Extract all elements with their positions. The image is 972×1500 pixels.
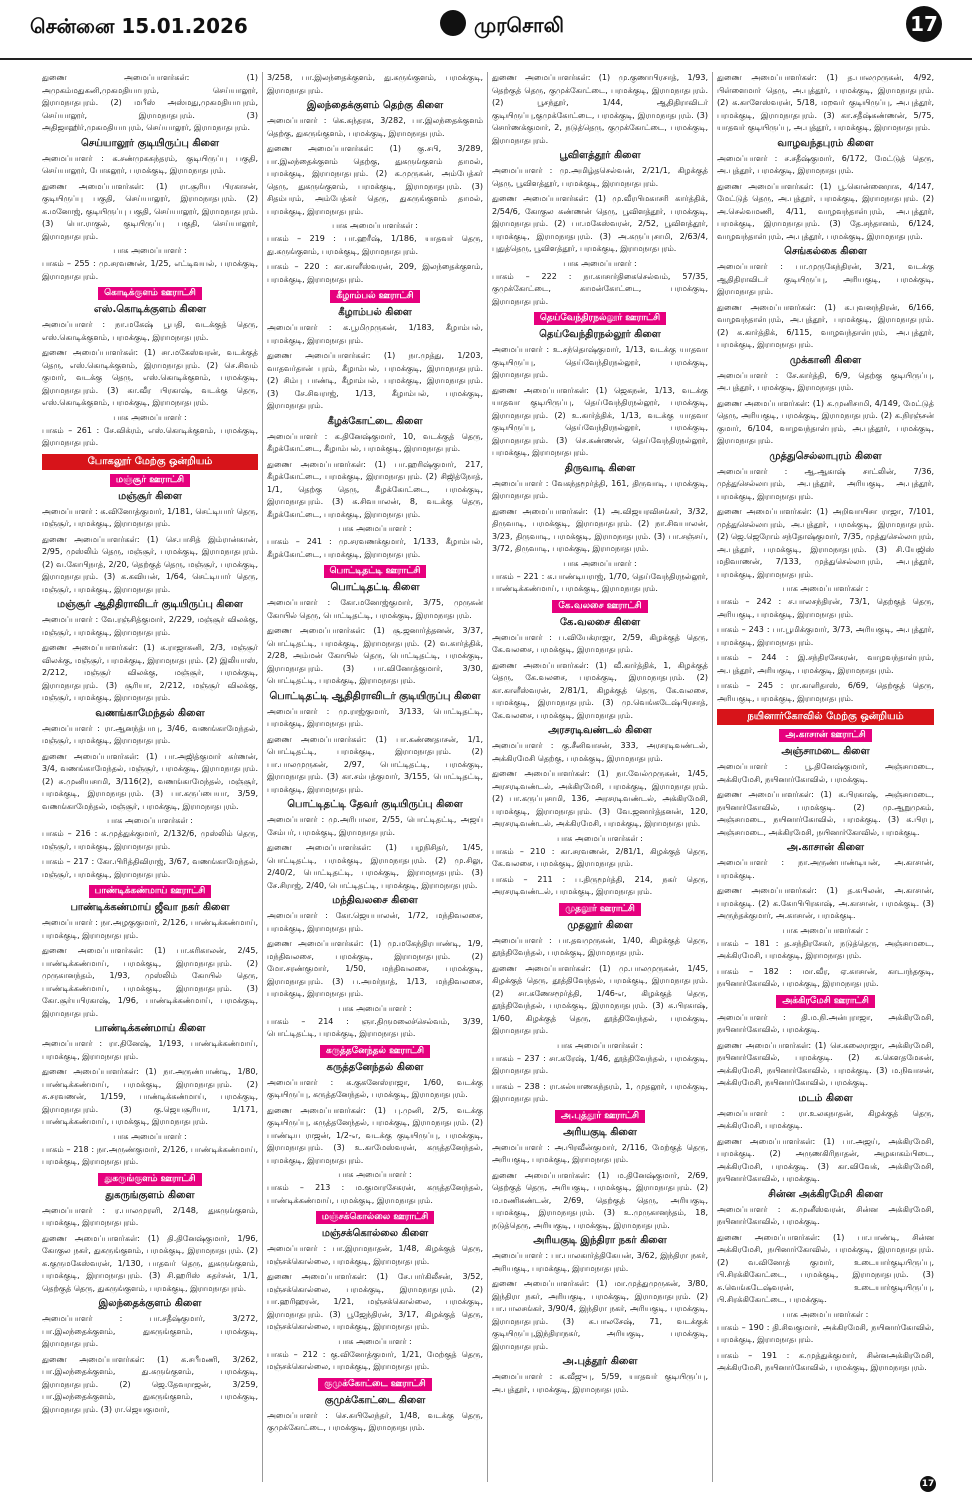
text-block: பாகம் – 261 : சே.விக்ரம், எஸ்.கொடிக்குளம், பரமக்குடி, இராமநாதபுரம்.	[42, 425, 258, 447]
text-block: துணை அமைப்பாளர்கள்: (1) அ.விஜயரவிசங்கர், 3/32, திருவாடி, பரமக்குடி, இராமநாதபுரம். (2) நா.சிவபாலன், 3/23, திருவாடி, பரமக்குடி, இராமநாதபுரம். (3) பா.சஞ்சய், 3/72, திருவாடி, பரமக்குடி, இராமநாதபுரம்.	[492, 506, 708, 553]
text-block: துணை அமைப்பாளர்கள்: (1) ரா.சூரிய பிரகாசன், குடியிருப்பு பகுதி, செய்யாலூர், இராமநாதபுரம். (2) க.மனோஜ், குடியிருப்பு பகுதி, செய்யாலூர், இராமநாதபுரம். (3) பொ.ராகுல், குடியிருப்பு பகுதி, செய்யாலூர், இராமநாதபுரம்.	[42, 181, 258, 241]
text-block: அமைப்பாளர் : செ.சுயிலேந்தர், 1/48, வடக்கு தெரு, குமுக்கோட்டை, பரமக்குடி, இராமநாதபுரம்.	[267, 1410, 483, 1432]
branch-heading: பாண்டிக்கண்மாய் ஜீவா நகர் கிளை	[70, 902, 230, 913]
text-block: அமைப்பாளர் : ப.வியேக்ராஜா, 2/59, கிழக்குத் தெரு, கே.வலசை, பரமக்குடி, இராமநாதபுரம்.	[492, 632, 708, 654]
text-block: அமைப்பாளர் : தி.ம.நி.அன்புராஜா, அக்கிரமேசி, நயினார்கோவில், பரமக்குடி.	[717, 1012, 934, 1034]
text-block: பாகம் – 213 : ம.குமாரசேகரன், கருத்தனேந்தல், பாண்டிக்கண்மாய், பரமக்குடி, இராமநாதபுரம்.	[267, 1183, 483, 1205]
text-block: துணை அமைப்பாளர்கள்: (1) மு.பாலமுருகன், 1/45, கிழக்குத் தெரு, தூத்திவேந்தல், பரமக்குடி, இராமநாதபுரம். (2) சா.கணேசமூர்த்தி, 1/46-எ, கிழக்குத் தெரு, தூத்திவேந்தல், பரமக்குடி, இராமநாதபுரம். (3) க.பிரகாஷ், 1/60, கிழக்குத் தெரு, தூத்திவேந்தல், பரமக்குடி, இராமநாதபுரம்.	[492, 963, 708, 1035]
text-block: பாகம் – 212 : கு.வினோத்குமார், 1/21, மேற்குத் தெரு, மஞ்சக்கொல்லை, பரமக்குடி, இராமநாதபுரம்.	[267, 1349, 483, 1371]
text-block: அமைப்பாளர் : க.குகனேஸ்ராஜா, 1/60, வடக்கு குடியிருப்பு, கருத்தனேந்தல், பரமக்குடி, இராமநாதபுரம்.	[267, 1077, 483, 1099]
text-block: பாகம் – 241 : மு.சரவணக்குமார், 1/133, கீழாம்பல், கீழக்கோட்டை, பரமக்குடி, இராமநாதபுரம்.	[267, 537, 483, 559]
edition-date: சென்னை 15.01.2026	[30, 14, 248, 38]
footer-page-number: 17	[920, 1476, 936, 1492]
branch-heading: மடம் கிளை	[798, 1092, 853, 1104]
branch-heading: அஞ்சாமடை கிளை	[781, 746, 870, 757]
text-block: துணை அமைப்பாளர்கள்: (1) மு.வீரபிமகாசரி கார்த்திக், 2/54/6, கோகுல கண்ணன் தெரு, பூவிளத்தூர், பரமக்குடி, இராமநாதபுரம். (2) பா.மகேஸ்வரன், 2/52, பூவிளத்தூர், பரமக்குடி, இராமநாதபுரம். (3) அ.கருப்புசாமி, 2/63/4, புதுத்தெரு, பூவிளத்தூர், பரமக்குடி, இராமநாதபுரம்.	[492, 194, 708, 253]
branch-heading: குமுக்கோட்டை கிளை	[324, 1394, 426, 1406]
branch-heading: சின்ன அக்கிரமேசி கிளை	[768, 1188, 883, 1200]
text-block: துணை அமைப்பாளர்கள்: (1) த.பாலமுருகன், 4/92, பிள்ளைமார் தெரு, அ.புத்தூர், பரமக்குடி, இராமநாதபுரம். (2) க.காளேஸ்வரன், 5/18, மறவர் குடியிருப்பு, அ.புத்தூர், பரமக்குடி, இராமநாதபுரம். (3) கா.சதீஷ்கண்ணன், 5/75, யாதவர் குடியிருப்பு, அ.புத்தூர், பரமக்குடி, இராமநாதபுரம்.	[717, 73, 934, 132]
text-block: அமைப்பாளர் : பா.பாலகார்த்திகேயன், 3/62, இந்திரா நகர், அரியகுடி, பரமக்குடி, இராமநாதபுரம்.	[492, 1251, 708, 1273]
branch-heading: வணங்காமேந்தல் கிளை	[95, 707, 205, 719]
text-block: அமைப்பாளர் : பா.முருகேந்திரன், 3/21, வடக்கு ஆதிதிராவிடர் குடியிருப்பு, அரியகுடி, பரமக்குடி, இராமநாதபுரம்.	[717, 262, 934, 296]
section-label: பாக அமைப்பாளர் :	[113, 1131, 187, 1141]
text-block: அமைப்பாளர் : க.பூமிமுருகன், 1/183, கீழாம்பல், பரமக்குடி, இராமநாதபுரம்.	[267, 323, 483, 345]
section-label: பாக அமைப்பாளர்கள் :	[557, 833, 643, 843]
text-block: அமைப்பாளர் : சே.கார்த்தி, 6/9, தெற்கு குடியிருப்பு, அ.புத்தூர், பரமக்குடி, இராமநாதபுரம்.	[717, 370, 934, 392]
text-block: பாகம் – 222 : நா.காசார்திகைசெல்வம், 57/35, குமுக்கோட்டை, காமன்கோட்டை, பரமக்குடி, இராமநாதபுரம்.	[492, 271, 708, 306]
text-block: துணை அமைப்பாளர்கள்: (1) பா.கரிகாலன், 2/45, பாண்டிக்கண்மாய், பரமக்குடி, இராமநாதபுரம். (2) முருகானந்தம், 1/93, முஸ்லிம் கோயில் தெரு, பாண்டிக்கண்மாய், பரமக்குடி, இராமநாதபுரம். (3) கோ.சூர்யபிரகாஷ், 1/96, பாண்டிக்கண்மாய், பரமக்குடி, இராமநாதபுரம்.	[42, 946, 258, 1018]
branch-heading: வாழவந்தபுரம் கிளை	[777, 137, 874, 149]
text-block: அமைப்பாளர் : ரா.ஆனந்த்பாபு, 3/46, வணங்காமேந்தல், மஞ்சூர், பரமக்குடி, இராமநாதபுரம்.	[42, 723, 258, 745]
text-block: துணை அமைப்பாளர்கள்: (1) பா.அஜித்குமார் கர்ணன், 3/4, வணங்காமேந்தல், மஞ்சூர், பரமக்குடி, இராமநாதபுரம். (2) சு.முனியசாமி, 3/116(2), வணங்காமேந்தல், மஞ்சூர், பரமக்குடி, இராமநாதபுரம். (3) பா.கருப்பையா, 3/59, வணங்காமேந்தல், மஞ்சூர், பரமக்குடி, இராமநாதபுரம்.	[42, 751, 258, 811]
text-block: அமைப்பாளர் : ஆ.ஆகாஷ் சாட்லின், 7/36, முத்துசெல்லாபுரம், அ.புத்தூர், அரியகுடி, அ.புத்தூர், பரமக்குடி, இராமநாதபுரம்.	[717, 466, 934, 501]
panchayat-tag: துகருங்குளம் ஊராட்சி	[98, 1173, 201, 1186]
text-block: துணை அமைப்பாளர்கள்: (1) நா.முத்து, 1/203, வாதவர்தான் புரம், கீழாம்பல், பரமக்குடி, இராமநாதபுரம். (2) சிம்பு பாண்டி, கீழாம்பல், பரமக்குடி, இராமநாதபுரம். (3) சே.சிவராஜ், 1/13, கீழாம்பல், பரமக்குடி, இராமநாதபுரம்.	[267, 351, 483, 410]
panchayat-tag: கருத்தனேந்தல் ஊராட்சி	[320, 1045, 430, 1058]
panchayat-tag: அ.காசான் ஊராட்சி	[779, 729, 871, 742]
branch-heading: கீழக்கோட்டை கிளை	[327, 415, 423, 427]
text-block: பாகம் – 244 : இ.சந்திரசேகரன், வாழவந்தாள்புரம், அ.புத்தூர், அரியகுடி, பரமக்குடி, இராமநாதபுரம்.	[717, 653, 934, 675]
text-block: துணை அமைப்பாளர்கள்: (1) பா.அஜய், அக்கிரமேசி, பரமக்குடி. (2) அருணகிரிநாதன், அழகாகம்பிடை, அக்கிரமேசி, பரமக்குடி. (3) கா.விவேக், அக்கிரமேசி, நயினார்கோவில், பரமக்குடி.	[717, 1136, 934, 1183]
branch-heading: மஞ்சூர் கிளை	[118, 490, 182, 502]
branch-heading: அ.காசான் கிளை	[786, 842, 865, 853]
section-label: பாக அமைப்பாளர்கள் :	[782, 584, 869, 593]
panchayat-tag: கீழாம்பல் ஊராட்சி	[330, 290, 419, 303]
text-block: அமைப்பாளர் : அ.பிரவீன்குமார், 2/116, மேற்குத் தெரு, அரியகுடி, பரமக்குடி, இராமநாதபுரம்.	[492, 1142, 708, 1164]
branch-heading: எஸ்.கொடிக்குளம் கிளை	[93, 304, 207, 315]
branch-heading: பூவிளத்தூர் கிளை	[559, 150, 641, 161]
column-4	[713, 72, 938, 1482]
text-block: அமைப்பாளர் : ர.பாலமுரளி, 2/148, துகருங்குளம், பரமக்குடி, இராமநாதபுரம்.	[42, 1205, 258, 1227]
branch-heading: முத்துசெல்லாபுரம் கிளை	[769, 450, 882, 462]
branch-heading: கருத்தனேந்தல் கிளை	[326, 1061, 424, 1073]
branch-heading: மந்திவலசை கிளை	[332, 895, 418, 906]
text-block: பாகம் – 181 : த.சந்திரசேகர், நடுத்தெரு, அஞ்சாமடை, அக்கிரமேசி, பரமக்குடி, இராமநாதபுரம்.	[717, 938, 934, 960]
branch-heading: கீழாம்பல் கிளை	[338, 307, 412, 318]
text-block: துணை அமைப்பாளர்கள்: (1) க.முனிசாமி, 4/149, மேட்டுத் தெரு, அரியகுடி, பரமக்குடி, இராமநாதபுரம். (2) க.நிரஞ்சன் குமார், 6/104, வாழவந்தாள்புரம், அ.புத்தூர், பரமக்குடி, இராமநாதபுரம்.	[717, 398, 934, 445]
text-block: துணை அமைப்பாளர்கள்: (1) நா.அருண்பாண்டி, 1/80, பாண்டிக்கண்மாய், பரமக்குடி, இராமநாதபுரம். (2) சு.சரவணன், 1/159, பாண்டிக்கண்மாய், பரமக்குடி, இராமநாதபுரம். (3) கு.ஜெயசூரியா, 1/171, பாண்டிக்கண்மாய், பரமக்குடி, இராமநாதபுரம்.	[42, 1067, 258, 1126]
text-block: அமைப்பாளர் : மு.ராஜ்குமார், 3/133, பொட்டிதட்டி, பரமக்குடி, இராமநாதபுரம்.	[267, 706, 483, 728]
branch-heading: செய்யாலூர் குடியிருப்பு கிளை	[81, 137, 219, 149]
text-block: அமைப்பாளர் : பா.இராமநாதன், 1/48, கிழக்குத் தெரு, மஞ்சக்கொல்லை, பரமக்குடி, இராமநாதபுரம்.	[267, 1244, 483, 1266]
text-block: துணை அமைப்பாளர்கள்: (1) த.கபிலன், அ.காசான், பரமக்குடி. (2) க.கோபிபிரகாஷ், அ.காசான், பரமக்குடி. (3) அருந்தக்குமார், அ.காசான், பரமக்குடி.	[717, 886, 934, 920]
text-block: 3/258, பா.இலந்தைக்குளம், து.கருங்குளம், பரமக்குடி, இராமநாதபுரம்.	[267, 73, 483, 95]
text-block: அமைப்பாளர் : மு.அரிபாலா, 2/55, பொட்டிதட்டி, அஜய் சேம்பர், பரமக்குடி, இராமநாதபுரம்.	[267, 815, 483, 837]
section-label: பாக அமைப்பாளர்கள் :	[332, 221, 418, 230]
text-block: பாகம் – 255 : மு.சரவணன், 1/25, எட்டிவயல், பரமக்குடி, இராமநாதபுரம்.	[42, 259, 258, 281]
text-block: அமைப்பாளர் : க.வினோத்குமார், 1/181, செட்டியார் தெரு, மஞ்சூர், பரமக்குடி, இராமநாதபுரம்.	[42, 506, 258, 528]
text-block: அமைப்பாளர் : க.வீஜுபு, 5/59, யாதவர் குடியிருப்பு, அ.புத்தூர், பரமக்குடி, இராமநாதபுரம்.	[492, 1372, 708, 1394]
text-block: அமைப்பாளர் : பா.சதீஷ்குமார், 3/272, பா.இலந்தைக்குளம், துகருங்குளம், பரமக்குடி, இராமநாதபுரம்.	[42, 1314, 258, 1348]
branch-heading: அரசரடிவண்டல் கிளை	[548, 725, 652, 736]
text-block: துணை அமைப்பாளர்கள்: (1) சா.மகேஸ்வரன், வடக்குத் தெரு, எஸ்.கொடிக்குளம், இராமநாதபுரம். (2) செ.சிவம் குமார், வடக்கு தெரு, எஸ்.கொடிக்குளம், பரமக்குடி, இராமநாதபுரம். (3) கா.வீர பிரகாஷ், வடக்கு தெரு, எஸ்.கொடிக்குளம், பரமக்குடி, இராமநாதபுரம்.	[42, 348, 258, 407]
text-block: துணை அமைப்பாளர்கள்: (1) பழநிசிதர், 1/45, பொட்டிதட்டி, பரமக்குடி, இராமநாதபுரம். (2) மு.சிலு, 2/40/2, பொட்டிதட்டி, பரமக்குடி, இராமநாதபுரம். (3) சே.சிராஜ், 2/40, பொட்டிதட்டி, பரமக்குடி, இராமநாதபுரம்.	[267, 843, 483, 890]
newspaper-name: முரசொலி	[474, 13, 564, 37]
section-label: பாக அமைப்பாளர் :	[563, 258, 637, 268]
masthead	[0, 0, 972, 60]
text-block: துணை அமைப்பாளர்கள்: (1) மா.முத்துமுருகன், 3/80, இந்திரா நகர், அரியகுடி, பரமக்குடி, இராமநாதபுரம். (2) பா.பாலசங்கர், 3/90/4, இந்திரா நகர், அரியகுடி, பரமக்குடி, இராமநாதபுரம். (3) க.பாலசேஷ், 71, வடக்குக் குடியிருப்பு,இந்திராநகர், அரியகுடி, பரமக்குடி, இராமநாதபுரம்.	[492, 1279, 708, 1351]
branch-heading: பொட்டிதட்டி கிளை	[330, 582, 420, 593]
sun-logo-icon	[440, 10, 466, 36]
branch-heading: பொட்டிதட்டி ஆதிதிராவிடர் குடியிருப்பு கிளை	[269, 690, 481, 702]
text-block: அமைப்பாளர் : கெ.சுந்தரக, 3/282, பா.இலந்தைக்குளம் தெற்கு, துகருங்குளம், பரமக்குடி, இராமநாதபுரம்.	[267, 116, 483, 138]
text-block: பாகம் – 221 : க.பாண்டியராஜ், 1/70, தெய்வேந்திரநல்லூர், பாண்டிக்கண்மாய், பரமக்குடி, இராமநாதபுரம்.	[492, 571, 708, 593]
text-block: துணை அமைப்பாளர்கள்: (1) க.ராஜாகனி, 2/3, மஞ்சூர் விலக்கு, மஞ்சூர், பரமக்குடி, இராமநாதபுரம். (2) இலியாஸ், 2/212, மஞ்சூர் விலக்கு, மஞ்சூர், பரமக்குடி, இராமநாதபுரம். (3) சூரியா, 2/212, மஞ்சூர் விலக்கு, மஞ்சூர், பரமக்குடி, இராமநாதபுரம்.	[42, 643, 258, 702]
text-block: துணை அமைப்பாளர்கள்: (1) வீ.கார்த்திக், 1, கிழக்குத் தெரு, கே.வலசை, பரமக்குடி, இராமநாதபுரம். (2) கா.காளீஸ்வரன், 2/81/1, கிழக்குத் தெரு, கே.வலசை, பரமக்குடி, இராமநாதபுரம். (3) மு.வெங்கடேஷ்பிரசாத், கே.வலசை, பரமக்குடி, இராமநாதபுரம்.	[492, 660, 708, 720]
branch-heading: அரியகுடி இந்திரா நகர் கிளை	[533, 1235, 667, 1246]
text-block: அமைப்பாளர் : மு.அமிழ்தசெல்வன், 2/21/1, கிழக்குத் தெரு, பூவிளத்தூர், பரமக்குடி, இராமநாதபுரம்.	[492, 166, 708, 188]
panchayat-tag: அக்கிரமேசி ஊராட்சி	[776, 995, 875, 1008]
section-label: பாக அமைப்பாளர் :	[338, 1003, 412, 1013]
panchayat-tag: குமுக்கோட்டை ஊராட்சி	[318, 1378, 431, 1391]
text-block: அமைப்பாளர் : பா.தவமுருகன், 1/40, கிழக்குத் தெரு, தூத்திவேந்தல், பரமக்குடி, இராமநாதபுரம்.	[492, 935, 708, 957]
text-block: பாகம் – 211 : ப.திருமூர்த்தி, 214, நகர் தெரு, அரசரடிவண்டல், பரமக்குடி, இராமநாதபுரம்.	[492, 874, 708, 896]
panchayat-tag: மஞ்சக்கொல்லை ஊராட்சி	[316, 1211, 435, 1224]
text-block: துணை அமைப்பாளர்கள்: (1) பா.பாண்டி, சின்ன அக்கிரமேசி, நயினார்கோவில், பரமக்குடி, இராமநாதபுரம். (2) வ.வினோத் குமார், உடையார்குடியிருப்பு, பி.சிரக்கிகோட்டை, பரமக்குடி, இராமநாதபுரம். (3) சு.வெங்கடேஷ்வரன், உடையார்குடியிருப்பு, பி.சிரக்கிகோட்டை, பரமக்குடி.	[717, 1232, 934, 1304]
section-label: பாக அமைப்பாளர் :	[338, 1170, 412, 1179]
text-block: பாகம் – 220 : கா.காளீஸ்வரன், 209, இலந்தைக்குளம், பரமக்குடி, இராமநாதபுரம்.	[267, 262, 483, 284]
text-block: அமைப்பாளர் : நா.மகேஷ் பூபதி, வடக்குத் தெரு, எஸ்.கொடிக்குளம், பரமக்குடி, இராமநாதபுரம்.	[42, 320, 258, 342]
text-block: துணை அமைப்பாளர்கள்: (1) நா.வேல்முருகன், 1/45, அரசரடிவண்டல், அக்கிரமேசி, பரமக்குடி, இராமநாதபுரம். (2) பா.கருப்புசாமி, 136, அரசரடிவண்டல், அக்கிரமேசி, பரமக்குடி, இராமநாதபுரம். (3) வே.ஜனார்த்தனன், 120, அரசரடிவண்டல், அக்கிரமேசி, பரமக்குடி, இராமநாதபுரம்.	[492, 769, 708, 828]
branch-heading: பாண்டிக்கண்மாய் கிளை	[94, 1023, 206, 1034]
panchayat-tag: முதலூர் ஊராட்சி	[559, 903, 641, 916]
text-block: பாகம் – 237 : சா.கரேஷ், 1/46, தூத்திவேந்தல், பரமக்குடி, இராமநாதபுரம்.	[492, 1053, 708, 1075]
text-block: பாகம் – 190 : தி.சிவகுமார், அக்கிரமேசி, நயினார்கோவில், பரமக்குடி, இராமநாதபுரம்.	[717, 1322, 934, 1344]
panchayat-tag: அ.புத்தூர் ஊராட்சி	[555, 1110, 645, 1123]
branch-heading: அரியகுடி கிளை	[563, 1126, 637, 1138]
column-1	[38, 72, 263, 1482]
text-block: துணை அமைப்பாளர்கள்: (1) க.சபீமணி, 3/262, பா.இலந்தைக்குளம், து.கருங்குளம், பரமக்குடி, இராமநாதபுரம். (2) ஜெ.தேவராஜன், 3/259, பா.இலந்தைக்குளம், துகருங்குளம், பரமக்குடி, இராமநாதபுரம். (3) ரா.ஜெயகுமார்,	[42, 1354, 258, 1414]
union-banner: போகலூர் மேற்கு ஒன்றியம்	[42, 454, 258, 470]
branch-heading: தெய்வேந்திரநல்லூர் கிளை	[539, 329, 661, 340]
text-block: பாகம் – 216 : க.முத்துக்குமார், 2/132/6, முஸ்லிம் தெரு, மஞ்சூர், பரமக்குடி, இராமநாதபுரம்.	[42, 829, 258, 851]
text-block: துணை அமைப்பாளர்கள்: (1) தி.தினேஷ்குமார், 1/96, கோகுல நகர், துகருங்குளம், பரமக்குடி, இராமநாதபுரம். (2) க.குருமகேஸ்வரன், 1/130, பாதவர் தெரு, துகருங்குளம், பரமக்குடி, இராமநாதபுரம். (3) சி.ஹரிஸ் சுதர்சன், 1/1, தெற்குத் தெரு, துகருங்குளம், பரமக்குடி, இராமநாதபுரம்.	[42, 1233, 258, 1293]
text-block: துணை அமைப்பாளர்கள்: (1) சே.பார்கிலீசன், 3/52, மஞ்சக்கொல்லை, பரமக்குடி, இராமநாதபுரம். (2) பா.ஹரிஹரன், 1/21, மஞ்சக்கொல்லை, பரமக்குடி, இராமநாதபுரம். (3) பூஜேந்திரன், 3/17, கிழக்குத் தெரு, மஞ்சக்கொல்லை, பரமக்குடி, இராமநாதபுரம்.	[267, 1272, 483, 1331]
branch-heading: மஞ்சூர் ஆதிதிராவிடர் குடியிருப்பு கிளை	[57, 599, 243, 610]
branch-heading: திருவாடி கிளை	[564, 462, 636, 474]
text-block: அமைப்பாளர் : நா.அருண்பாண்டியன், அ.காசான், பரமக்குடி.	[717, 858, 934, 880]
text-block: பாகம் – 217 : கோ.பிரித்திவிராஜ், 3/67, வணங்காமேந்தல், மஞ்சூர், பரமக்குடி, இராமநாதபுரம்.	[42, 857, 258, 879]
text-block: அமைப்பாளர் : ச.சதீஷ்குமார், 6/172, மேட்டுத் தெரு, அ.புத்தூர், பரமக்குடி, இராமநாதபுரம்.	[717, 153, 934, 175]
text-block: பாகம் – 238 : ரா.கல்யாணசுந்தரம், 1, முதலூர், பரமக்குடி, இராமநாதபுரம்.	[492, 1081, 708, 1103]
branch-heading: செங்கல்கை கிளை	[784, 246, 867, 257]
text-block: பாகம் – 191 : க.முத்துக்குமார், சின்னஅக்கிரமேசி, அக்கிரமேசி, நயினார்கோவில், பரமக்குடி, இராமநாதபுரம்.	[717, 1350, 934, 1372]
text-block: துணை அமைப்பாளர்கள்: (1) சூ.ஜனார்த்தனன், 3/37, பொட்டிதட்டி, பரமக்குடி, இராமநாதபுரம். (2) வ.கார்த்திக், 2/28, அம்மன் கோயில் தெரு, பொட்டிதட்டி, பரமக்குடி, இராமநாதபுரம். (3) பா.வினோத்குமார், 3/30, பொட்டிதட்டி, பரமக்குடி, இராமநாதபுரம்.	[267, 626, 483, 685]
article-columns	[38, 72, 941, 1482]
text-block: பாகம் – 218 : நா.அருண்குமார், 2/126, பாண்டிக்கண்மாய், பரமக்குடி, இராமநாதபுரம்.	[42, 1144, 258, 1166]
text-block: அமைப்பாளர் : க.சண்முகசுந்தரம், குடியிருப்பு பகுதி, செய்யாலூர், போகலூர், பரமக்குடி, இராமநாதபுரம்.	[42, 153, 258, 175]
branch-heading: கே.வலசை கிளை	[559, 616, 641, 628]
text-block: துணை அமைப்பாளர்கள்: (1) க.புவனந்திரன், 6/166, வாழவந்தாள்புரம், அ.புத்தூர், பரமக்குடி, இராமநாதபுரம். (2) க.கார்த்திக், 6/115, வாழவந்தாள்புரம், அ.புத்தூர், பரமக்குடி, இராமநாதபுரம்.	[717, 302, 934, 349]
panchayat-tag: கே.வலசை ஊராட்சி	[552, 600, 647, 613]
branch-heading: இலந்தைக்குளம் கிளை	[98, 1298, 202, 1309]
text-block: துணை அமைப்பாளர்கள்: (1) பூ.கொன்னைராசு, 4/147, மேட்டுத் தெரு, அ.புத்தூர், பரமக்குடி, இராமநாதபுரம். (2) அ.செல்வமணி, 4/11, வாழவந்தாள்புரம், அ.புத்தூர், பரமக்குடி, இராமநாதபுரம். (3) தே.சந்தானம், 6/124, வாழவந்தாள்புரம், அ.புத்தூர், பரமக்குடி, இராமநாதபுரம்.	[717, 181, 934, 241]
text-block: அமைப்பாளர் : கு.சீனிவாசன், 333, அரசரடிவண்டல், அக்கிரமேசி தெற்கு, பரமக்குடி, இராமநாதபுரம்.	[492, 741, 708, 763]
branch-heading: துகருங்குளம் கிளை	[105, 1189, 195, 1201]
text-block: பாகம் – 214 : ஞா.திருமலைச்செல்வம், 3/39, பொட்டிதட்டி, பரமக்குடி, இராமநாதபுரம்.	[267, 1016, 483, 1038]
section-label: பாக அமைப்பாளர் :	[338, 524, 412, 533]
branch-heading: மஞ்சக்கொல்லை கிளை	[321, 1228, 429, 1239]
text-block: பாகம் – 210 : கா.சரவணன், 2/81/1, கிழக்குத் தெரு, கே.வலசை, பரமக்குடி, இராமநாதபுரம்.	[492, 846, 708, 868]
text-block: பாகம் – 243 : பா.பூமிக்குமார், 3/73, அரியகுடி, அ.புத்தூர், பரமக்குடி, இராமநாதபுரம்.	[717, 625, 934, 647]
text-block: அமைப்பாளர் : வேகந்தமூர்த்தி, 161, திருவாடி, பரமக்குடி, இராமநாதபுரம்.	[492, 478, 708, 500]
text-block: அமைப்பாளர் : ரா.உலகநாதன், கிழக்குத் தெரு, அக்கிரமேசி, பரமக்குடி.	[717, 1108, 934, 1130]
text-block: அமைப்பாளர் : கோ.மனோஜ்குமார், 3/75, முருகன் கோயில் தெரு, பொட்டிதட்டி, பரமக்குடி, இராமநாதபுரம்.	[267, 598, 483, 620]
panchayat-tag: பாண்டிக்கண்மாய் ஊராட்சி	[89, 885, 212, 898]
page-number-badge: 17	[906, 6, 942, 42]
text-block: துணை அமைப்பாளர்கள்: (1) மு.மகேந்திரபாண்டி, 1/9, மந்திவலசை, பரமக்குடி, இராமநாதபுரம். (2) மோ.சரண்குமார், 1/50, மந்திவலசை, பரமக்குடி, இராமநாதபுரம். (3) ப.அமர்நாத், 1/13, மந்திவலசை, பரமக்குடி, இராமநாதபுரம்.	[267, 939, 483, 998]
panchayat-tag: மஞ்சூர் ஊராட்சி	[110, 474, 190, 487]
panchayat-tag: கொடிக்குளம் ஊராட்சி	[98, 287, 202, 300]
section-label: பாக அமைப்பாளர்கள் :	[782, 925, 869, 935]
text-block: அமைப்பாளர் : ரா.தினேஷ், 1/193, பாண்டிக்கண்மாய், பரமக்குடி, இராமநாதபுரம்.	[42, 1039, 258, 1061]
text-block: பாகம் – 219 : பா.ஹரீஷ், 1/186, யாதவர் தெரு, து.கருங்குளம், பரமக்குடி, இராமநாதபுரம்.	[267, 234, 483, 256]
column-3	[488, 72, 713, 1482]
branch-heading: அ.புத்தூர் கிளை	[562, 1356, 638, 1367]
section-label: பாக அமைப்பாளர் :	[113, 412, 187, 422]
column-2	[263, 72, 488, 1482]
text-block: அமைப்பாளர் : வே.ரஞ்சித்குமார், 2/229, மஞ்சூர் விலக்கு, மஞ்சூர், பரமக்குடி, இராமநாதபுரம்.	[42, 615, 258, 637]
text-block: துணை அமைப்பாளர்கள்: (1) க.பிரகாஷ், அஞ்சாமடை, நயினார்கோவில், பரமக்குடி. (2) மு.ஆறுமுகம், அஞ்சாமடை, நயினார்கோவில், பரமக்குடி. (3) க.பிரபு, அஞ்சாமடை, அக்கிரமேசி, நயினார்கோவில், பரமக்குடி.	[717, 790, 934, 837]
section-label: பாக அமைப்பாளர் :	[338, 1336, 412, 1346]
text-block: அமைப்பாளர் : பூ.தினேஷ்குமார், அஞ்சாமடை, அக்கிரமேசி, நயினார்கோவில், பரமக்குடி.	[717, 762, 934, 784]
text-block: துணை அமைப்பாளர்கள்: (1) கு.சபி, 3/289, பா.இலந்தைக்குளம் தெற்கு, துகருங்குளம் தாமல், பரமக்குடி, இராமநாதபுரம். (2) க.முருகன், அம்பேத்கர் தெரு, துகருங்குளம், பரமக்குடி, இராமநாதபுரம். (3) சிதம்பரம், அம்பேத்கர் தெரு, துகருங்குளம் தாமல், பரமக்குடி, இராமநாதபுரம்.	[267, 144, 483, 216]
section-label: பாக அமைப்பாளர்கள் :	[557, 1040, 643, 1050]
panchayat-tag: தெய்வேந்திரநல்லூர் ஊராட்சி	[534, 312, 666, 325]
text-block: அமைப்பாளர் : கோ.ஜெயபாலன், 1/72, மந்திவலசை, பரமக்குடி, இராமநாதபுரம்.	[267, 911, 483, 933]
text-block: அமைப்பாளர் : க.முனீஸ்வரன், சின்ன அக்கிரமேசி, நயினார்கோவில், பரமக்குடி.	[717, 1204, 934, 1226]
union-banner: நயினார்கோவில் மேற்கு ஒன்றியம்	[717, 709, 934, 725]
text-block: துணை அமைப்பாளர்கள்: (1) ஜெகநன், 1/13, வடக்கு யாதவா குடியிருப்பு, தெய்வேந்திரநல்லூர், பரமக்குடி, இராமநாதபுரம். (2) உ.கார்த்திக், 1/13, வடக்கு யாதவா குடியிருப்பு, தெய்வேந்திரநல்லூர், பரமக்குடி, இராமநாதபுரம். (3) செ.கண்ணன், தெய்வேந்திரநல்லூர், பரமக்குடி, இராமநாதபுரம்.	[492, 385, 708, 457]
text-block: துணை அமைப்பாளர்கள்: (1) பா.ஹரிஷ்குமார், 217, கீழக்கோட்டை, பரமக்குடி, இராமநாதபுரம். (2) சிஜித்நோத், 1/1, தெற்கு தெரு, கீழக்கோட்டை, பரமக்குடி, இராமநாதபுரம். (3) க.சிவபாலன், 8, வடக்கு தெரு, கீழக்கோட்டை, பரமக்குடி, இராமநாதபுரம்.	[267, 459, 483, 519]
panchayat-tag: பொட்டிதட்டி ஊராட்சி	[324, 565, 427, 578]
text-block: பாகம் – 182 : மா.வீர, ஏ.காசான், காடாந்தகுடி, நயினார்கோவில், பரமக்குடி, இராமநாதபுரம்.	[717, 966, 934, 988]
branch-heading: பொட்டிதட்டி தேவர் குடியிருப்பு கிளை	[287, 799, 463, 810]
branch-heading: முதலூர் கிளை	[567, 919, 633, 931]
text-block: அமைப்பாளர் : க.தினேஷ்குமார், 10, வடக்குத் தெரு, கீழக்கோட்டை, கீழாம்பல், பரமக்குடி, இராமநாதபுரம்.	[267, 431, 483, 453]
text-block: துணை அமைப்பாளர்கள்: (1) பா.கண்ணதாசன், 1/1, பொட்டிதட்டி, பரமக்குடி, இராமநாதபுரம். (2) பா.பாலமுருகன், 2/97, பொட்டிதட்டி, பரமக்குடி, இராமநாதபுரம். (3) கா.சம்பத்குமார், 3/155, பொட்டிதட்டி, பரமக்குடி, இராமநாதபுரம்.	[267, 734, 483, 794]
section-label: பாக அமைப்பாளர் :	[113, 246, 187, 255]
text-block: அமைப்பாளர் : நா.அழகுகுமார், 2/126, பாண்டிக்கண்மாய், பரமக்குடி, இராமநாதபுரம்.	[42, 918, 258, 940]
text-block: துணை அமைப்பாளர்கள்: (1) பு.முனி, 2/5, வடக்கு குடியிருப்பு, கருத்தனேந்தல், பரமக்குடி, இராமநாதபுரம். (2) பாண்டிய ராஜன், 1/2-எ, வடக்கு குடியிருப்பு, பரமக்குடி, இராமநாதபுரம். (3) உ.காமேஸ்வரன், கருத்தனேந்தல், பரமக்குடி, இராமநாதபுரம்.	[267, 1105, 483, 1165]
section-label: பாக அமைப்பாளர் :	[563, 558, 637, 568]
text-block: பாகம் – 245 : ரா.காளிதாஸ், 6/69, தெற்குத் தெரு, அரியகுடி, பரமக்குடி, இராமநாதபுரம்.	[717, 681, 934, 703]
section-label: பாக அமைப்பாளர்கள் :	[107, 816, 193, 825]
branch-heading: இலந்தைக்குளம் தெற்கு கிளை	[306, 100, 444, 111]
section-label: பாக அமைப்பாளர்கள் :	[782, 1309, 869, 1319]
text-block: துணை அமைப்பாளர்கள்: (1) மு.குணாபிரசாத், 1/93, தெற்குத் தெரு, குமுக்கோட்டை, பரமக்குடி, இராமநாதபுரம். (2) பூசந்தூர், 1/44, ஆதிதிராவிடர் குடியிருப்பு,குமுக்கோட்டை, பரமக்குடி, இராமநாதபுரம். (3) சொர்ணக்குமார், 2, நடுத்தெரு, குமுக்கோட்டை, பரமக்குடி, இராமநாதபுரம்.	[492, 73, 708, 145]
text-block: அமைப்பாளர் : உ.சந்தொஷ்குமார், 1/13, வடக்கு யாதவா குடியிருப்பு, தெய்வேந்திரநல்லூர், பரமக்குடி, இராமநாதபுரம்.	[492, 345, 708, 379]
branch-heading: முக்கானி கிளை	[789, 354, 862, 366]
text-block: துணை அமைப்பாளர்கள்: (1) செ.பாசித் இம்ரான்கான், 2/95, முஸ்லிம் தெரு, மஞ்சூர், பரமக்குடி, இராமநாதபுரம். (2) வ.கோபிநாத், 2/20, தெற்குத் தெரு, மஞ்சூர், பரமக்குடி, இராமநாதபுரம். (3) க.கவியன், 1/64, செட்டியார் தெரு, மஞ்சூர், பரமக்குடி, இராமநாதபுரம்.	[42, 534, 258, 594]
text-block: துணை அமைப்பாளர்கள்: (1) அறிவாயிசா ராஜா, 7/101, முத்துசெல்லாபுரம், அ.புத்தூர், பரமக்குடி, இராமநாதபுரம். (2) ஜெ.ஜெரோம் சந்தோஷ்குமார், 7/35, முத்துசெல்லாபுரம், அ.புத்தூர், பரமக்குடி, இராமநாதபுரம். (3) சி.யேஜிஸ் மதிவாணன், 7/133, முத்துசெல்லாபுரம், அ.புத்தூர், பரமக்குடி, இராமநாதபுரம்.	[717, 507, 934, 579]
text-block: பாகம் – 242 : ச.பாலசந்திரன், 73/1, தெற்குத் தெரு, அரியகுடி, பரமக்குடி, இராமநாதபுரம்.	[717, 597, 934, 619]
text-block: துணை அமைப்பாளர்கள்: (1) செ.கலைராஜா, அக்கிரமேசி, நயினார்கோவில், பரமக்குடி. (2) க.கெளதமேசுன், அக்கிரமேசி, நயினார்கோவில், பரமக்குடி. (3) ம.நிவாசன், அக்கிரமேசி, நயினார்கோவில், பரமக்குடி.	[717, 1040, 934, 1087]
text-block: துணை அமைப்பாளர்கள்: (1) அமுகம்மதுகனி,முகமதியாபுரம், செய்யாலூர், இராமநாதபுரம். (2) மபீஸ் அஸ்மது,முகமதியாபுரம், செய்யாலூர், இராமநாதபுரம். (3) அதிஜாஹிர்,முகமதியாபுரம், செய்யாலூர், இராமநாதபுரம்.	[42, 73, 258, 132]
text-block: துணை அமைப்பாளர்கள்: (1) ம.தினேஷ்குமார், 2/69, தெற்குத் தெரு, அரியகுடி, பரமக்குடி, இராமநாதபுரம். (2) ம.மணிகண்டன், 2/69, தெற்குத் தெரு, அரியகுடி, பரமக்குடி, இராமநாதபுரம். (3) உ.முருகானந்தம், 18, நடுத்தெரு, அரியகுடி, பரமக்குடி, இராமநாதபுரம்.	[492, 1170, 708, 1230]
